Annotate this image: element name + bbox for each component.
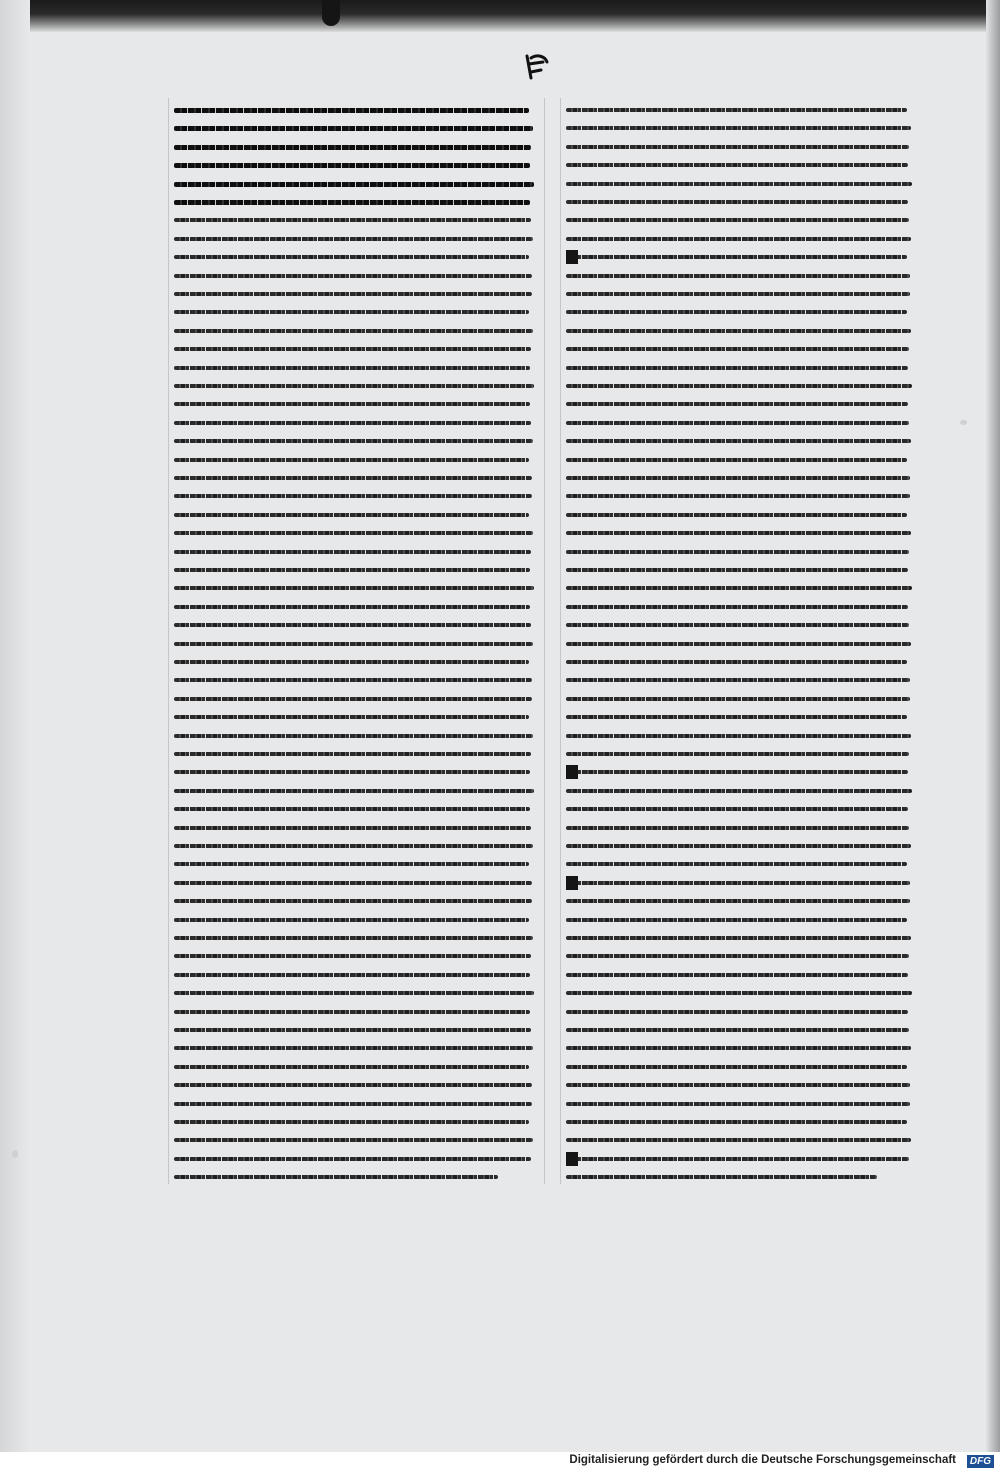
dfg-logo: DFG [967, 1455, 994, 1468]
column-rule [560, 98, 561, 1184]
manuscript-line [174, 439, 533, 443]
manuscript-line [174, 145, 531, 150]
manuscript-line [174, 623, 531, 627]
manuscript-line [566, 384, 912, 388]
manuscript-line [174, 1065, 529, 1069]
manuscript-line [566, 458, 907, 462]
manuscript-line [566, 421, 909, 425]
manuscript-line [174, 218, 531, 222]
manuscript-line [566, 807, 908, 811]
manuscript-line [174, 1175, 498, 1179]
manuscript-line [566, 660, 907, 664]
manuscript-line [174, 844, 533, 848]
manuscript-line [174, 936, 533, 940]
manuscript-line [174, 1120, 529, 1124]
manuscript-line [174, 752, 531, 756]
manuscript-line [566, 697, 910, 701]
manuscript-line [566, 347, 909, 351]
manuscript-line [174, 1102, 532, 1106]
text-column-right [566, 104, 916, 1184]
manuscript-line [174, 807, 530, 811]
manuscript-line [566, 918, 907, 922]
manuscript-line [566, 789, 912, 793]
manuscript-line [566, 1046, 911, 1050]
manuscript-line [174, 715, 529, 719]
manuscript-line [174, 568, 530, 572]
manuscript-line [174, 182, 534, 187]
manuscript-line [566, 1083, 910, 1087]
manuscript-line [566, 366, 908, 370]
manuscript-line [566, 329, 911, 333]
manuscript-line [174, 292, 532, 296]
manuscript-line [566, 881, 910, 885]
manuscript-line [566, 1028, 909, 1032]
manuscript-line [174, 274, 532, 278]
manuscript-line [566, 310, 907, 314]
manuscript-line [566, 531, 911, 535]
manuscript-line [566, 402, 908, 406]
manuscript-line [174, 678, 532, 682]
initial-mark [566, 1152, 578, 1166]
manuscript-line [174, 329, 533, 333]
manuscript-line [174, 605, 530, 609]
page-top-edge [0, 0, 1000, 32]
folio-mark [521, 52, 551, 82]
column-rule [168, 98, 169, 1184]
manuscript-line [174, 734, 533, 738]
page-left-shadow [0, 0, 30, 1452]
manuscript-line [174, 826, 531, 830]
funding-notice: Digitalisierung gefördert durch die Deutsche Forschungsgemeinschaft [569, 1454, 956, 1466]
manuscript-line [174, 476, 532, 480]
manuscript-line [174, 1083, 532, 1087]
manuscript-line [566, 1102, 910, 1106]
manuscript-line [174, 586, 534, 590]
manuscript-line [174, 991, 534, 995]
page-right-edge [986, 0, 1000, 1452]
initial-mark [566, 765, 578, 779]
manuscript-line [174, 862, 529, 866]
manuscript-line [174, 163, 530, 168]
manuscript-line [566, 991, 912, 995]
manuscript-line [566, 899, 910, 903]
manuscript-line [174, 237, 533, 241]
manuscript-line [566, 439, 911, 443]
manuscript-line [566, 1138, 911, 1142]
page-stain [12, 1150, 18, 1158]
manuscript-line [566, 568, 908, 572]
manuscript-line [174, 513, 529, 517]
manuscript-line [566, 973, 908, 977]
manuscript-line [566, 770, 908, 774]
manuscript-line [566, 862, 907, 866]
manuscript-line [566, 605, 908, 609]
manuscript-line [566, 1120, 907, 1124]
manuscript-line [566, 954, 909, 958]
manuscript-line [174, 310, 529, 314]
manuscript-line [566, 752, 909, 756]
manuscript-line [566, 163, 908, 167]
manuscript-line [566, 200, 908, 204]
manuscript-line [174, 770, 530, 774]
manuscript-line [174, 531, 533, 535]
manuscript-line [566, 844, 911, 848]
manuscript-line [566, 494, 910, 498]
text-column-left [174, 104, 536, 1184]
manuscript-line [566, 678, 910, 682]
manuscript-line [174, 126, 533, 131]
manuscript-line [174, 642, 533, 646]
manuscript-line [566, 715, 907, 719]
manuscript-line [174, 347, 531, 351]
manuscript-line [174, 402, 530, 406]
manuscript-line [566, 108, 907, 112]
manuscript-line [174, 1157, 531, 1161]
manuscript-line [566, 237, 911, 241]
manuscript-line [174, 200, 530, 205]
binding-mark [322, 0, 340, 26]
manuscript-line [174, 494, 532, 498]
manuscript-line [566, 145, 909, 149]
manuscript-line [566, 513, 907, 517]
manuscript-line [566, 274, 910, 278]
manuscript-line [174, 1028, 531, 1032]
manuscript-line [566, 1010, 908, 1014]
manuscript-line [174, 1046, 533, 1050]
manuscript-line [174, 973, 530, 977]
digitization-footer [0, 1452, 1000, 1472]
manuscript-line [174, 366, 530, 370]
manuscript-line [566, 1175, 877, 1179]
page-stain [960, 420, 967, 425]
manuscript-line [566, 1065, 907, 1069]
manuscript-line [566, 255, 907, 259]
manuscript-line [566, 126, 911, 130]
manuscript-line [174, 660, 529, 664]
initial-mark [566, 876, 578, 890]
manuscript-line [174, 881, 532, 885]
manuscript-line [566, 936, 911, 940]
manuscript-line [566, 1157, 909, 1161]
manuscript-line [566, 218, 909, 222]
manuscript-line [174, 697, 532, 701]
column-rule [544, 98, 545, 1184]
manuscript-line [566, 734, 911, 738]
manuscript-line [174, 954, 531, 958]
manuscript-line [174, 421, 531, 425]
manuscript-line [566, 292, 910, 296]
manuscript-line [174, 899, 532, 903]
manuscript-line [174, 255, 529, 259]
manuscript-line [174, 789, 534, 793]
manuscript-line [566, 182, 912, 186]
manuscript-line [174, 918, 529, 922]
manuscript-line [174, 458, 529, 462]
manuscript-line [174, 108, 529, 113]
manuscript-line [174, 1138, 533, 1142]
manuscript-line [566, 476, 910, 480]
initial-mark [566, 250, 578, 264]
manuscript-line [566, 826, 909, 830]
manuscript-line [566, 623, 909, 627]
manuscript-line [174, 1010, 530, 1014]
manuscript-line [566, 642, 911, 646]
manuscript-line [566, 550, 909, 554]
manuscript-line [174, 384, 534, 388]
manuscript-line [566, 586, 912, 590]
manuscript-line [174, 550, 531, 554]
